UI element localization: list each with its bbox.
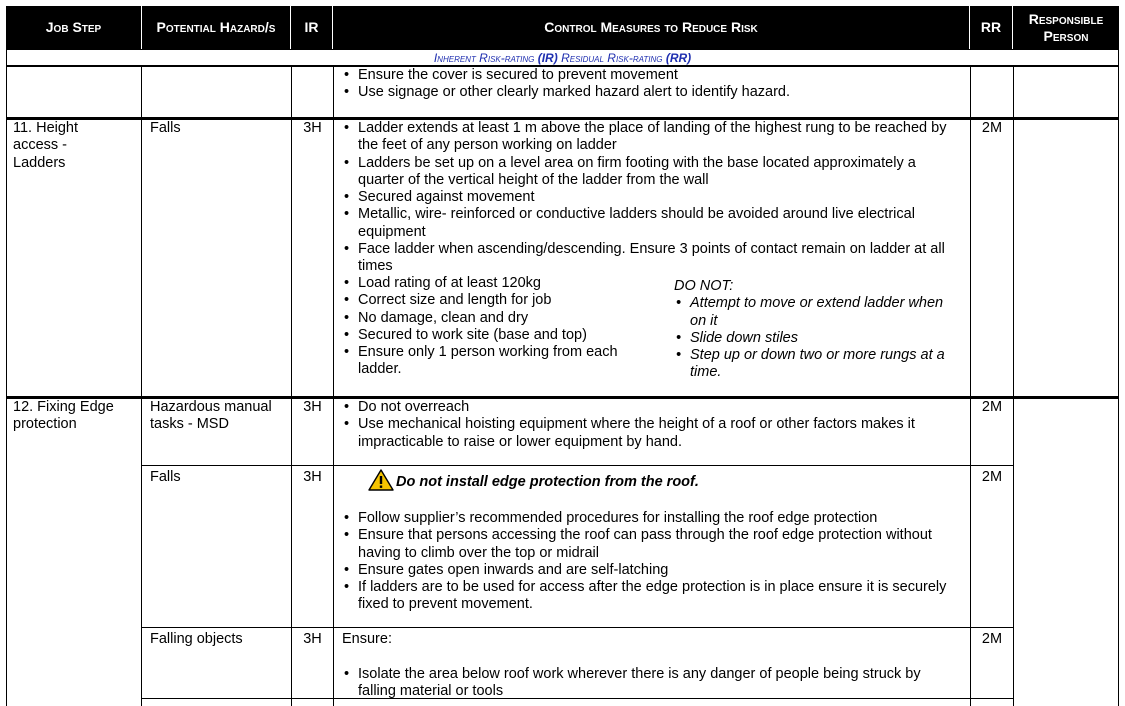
header-ir: IR	[304, 19, 319, 35]
warning-callout	[368, 469, 958, 496]
list-item: • Use signage or other clearly marked hazard alert to identify hazard.	[342, 84, 962, 101]
rr-11: 2M	[981, 120, 1003, 136]
rr-12a: 2M	[981, 399, 1003, 415]
legend-inherent: Inherent Risk-rating	[433, 51, 535, 65]
warning-text: Do not install edge protection from the roof.	[396, 474, 699, 490]
legend-rr: (RR)	[665, 51, 692, 65]
header-responsible: Responsible Person	[1028, 10, 1104, 44]
controls-11-checklist	[342, 275, 642, 379]
list-item: • Secured to work site (base and top)	[342, 327, 642, 344]
list-item: • Isolate the area below roof work wherever there is any danger of people being struck by falling material or tools	[342, 666, 962, 701]
rr-12b: 2M	[981, 469, 1003, 485]
job-step-12: 12. Fixing Edge protection	[13, 399, 114, 433]
list-item: • Attempt to move or extend ladder when on it	[674, 295, 959, 330]
legend-ir: (IR)	[537, 51, 558, 65]
hazard-12b: Falls	[150, 469, 181, 485]
list-item: • Slide down stiles	[674, 330, 959, 347]
list-item: • Step up or down two or more rungs at a time.	[674, 347, 959, 382]
table-body	[6, 66, 1119, 706]
legend-residual: Residual Risk-rating	[561, 51, 663, 65]
hazard-11: Falls	[150, 120, 181, 136]
rr-12c: 2M	[981, 631, 1003, 647]
controls-12c	[342, 666, 962, 701]
list-item: • Load rating of at least 120kg	[342, 275, 642, 292]
list-item: • Ensure only 1 person working from each ladder.	[342, 344, 642, 379]
hazard-12c: Falling objects	[150, 631, 243, 647]
list-item: • Use mechanical hoisting equipment where the height of a roof or other factors makes it impracticable to raise or lower equipment by hand.	[342, 416, 962, 451]
header-rr: RR	[980, 19, 1002, 35]
list-item: • Ladders be set up on a level area on firm footing with the base located approximately a quarter of the vertical height of the ladder from the wall	[342, 155, 962, 190]
cont-controls	[342, 67, 962, 102]
header-hazard: Potential Hazard/s	[156, 19, 276, 35]
hazard-12a: Hazardous manual tasks - MSD	[150, 399, 272, 433]
do-not-block	[674, 278, 959, 382]
controls-12c-intro: Ensure:	[342, 631, 392, 647]
header-job-step: Job Step	[45, 19, 102, 35]
list-item: • Metallic, wire- reinforced or conductive ladders should be avoided around live electrical equipment	[342, 206, 962, 241]
ir-12a: 3H	[303, 399, 322, 415]
list-item: • Follow supplier’s recommended procedures for installing the roof edge protection	[342, 510, 962, 527]
list-item: • Face ladder when ascending/descending. Ensure 3 points of contact remain on ladder at all times	[342, 241, 962, 276]
list-item: • Ladder extends at least 1 m above the place of landing of the highest rung to be reached by the feet of any person working on ladder	[342, 120, 962, 155]
list-item: • Ensure that persons accessing the roof can pass through the roof edge protection without having to climb over the top or midrail	[342, 527, 962, 562]
warning-icon	[368, 469, 396, 496]
ir-12c: 3H	[303, 631, 322, 647]
ir-11: 3H	[303, 120, 322, 136]
risk-legend	[6, 49, 1119, 66]
list-item: • Ensure gates open inwards and are self-latching	[342, 562, 962, 579]
list-item: • Do not overreach	[342, 399, 962, 416]
list-item: • Ensure the cover is secured to prevent movement	[342, 67, 962, 84]
header-controls: Control Measures to Reduce Risk	[544, 19, 758, 35]
table-header	[6, 6, 1119, 49]
ir-12b: 3H	[303, 469, 322, 485]
list-item: • No damage, clean and dry	[342, 310, 642, 327]
list-item: • Correct size and length for job	[342, 292, 642, 309]
controls-12a	[342, 399, 962, 451]
list-item: • If ladders are to be used for access after the edge protection is in place ensure it is securely fixed to prevent movement.	[342, 579, 962, 614]
controls-11	[342, 120, 962, 276]
do-not-title: DO NOT:	[674, 278, 734, 294]
list-item: • Secured against movement	[342, 189, 962, 206]
controls-12b	[342, 510, 962, 614]
job-step-11: 11. Height access - Ladders	[13, 120, 79, 171]
